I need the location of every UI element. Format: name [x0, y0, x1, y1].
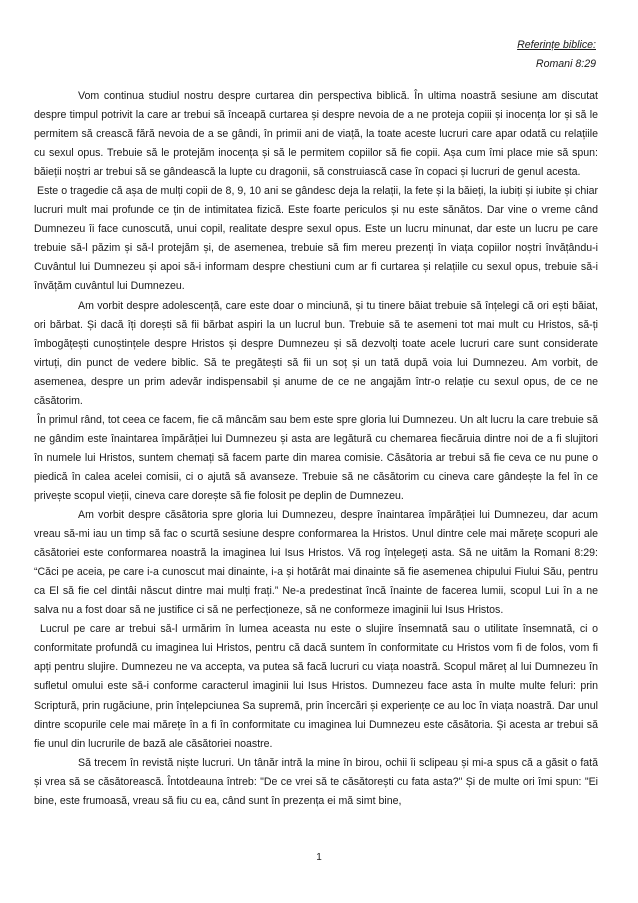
body-paragraph: Am vorbit despre căsătoria spre gloria lui Dumnezeu, despre înaintarea împărăției lui Dumnezeu, dar acum vreau să-mi iau un timp să fac o scurtă sesiune despre conformarea la Hristos. Unul dintre cele mai mărețe scopuri ale căsătoriei este conformarea noastră la imaginea lui Isus Hristos. Vă rog înțelegeți asta. Să ne uităm la Romani 8:29: “Căci pe aceia, pe care i-a cunoscut mai dinainte, i-a și hotărât mai dinainte să fie asemenea chipului Fiului Său, pentru ca El să fie cel dintâi născut dintre mai mulți frați.” Ne-a predestinat încă înainte de facerea lumii, scopul Lui în a ne salva nu a fost doar să ne justifice ci să ne perfecționeze, să ne conformeze imaginii lui Isus Hristos. — [34, 509, 598, 617]
reference-item: Romani 8:29 — [535, 58, 596, 70]
bible-references — [34, 36, 598, 74]
body-paragraph: Să trecem în revistă niște lucruri. Un tânăr intră la mine în birou, ochii îi sclipeau și mi-a spus că a găsit o fată și vrea să se căsătorească. Întotdeauna întreb: "De ce vrei să te căsătorești cu fata asta?" Și de multe ori îmi spun: "Ei bine, este frumoasă, vreau să fiu cu ea, când sunt în prezența ei mă simt bine, — [34, 756, 598, 807]
body-paragraph: În primul rând, tot ceea ce facem, fie că mâncăm sau bem este spre gloria lui Dumnezeu. Un alt lucru la care trebuie să ne gândim este înaintarea împărăției lui Dumnezeu și asta are legătură cu chemarea fiecăruia dintre noi de a fi slujitori în numele lui Hristos, suntem chemați să facem parte din marea comisie. Căsătoria ar trebui să fie ceva ce nu pune o piedică în calea acelei comisii, ci o ajută să avanseze. Trebuie să ne căsătorim cu cineva care gândește la fel în ce privește scopul vieții, cineva care dorește să fie folosit pe deplin de Dumnezeu. — [34, 413, 598, 502]
body-paragraph: Vom continua studiul nostru despre curtarea din perspectiva biblică. În ultima noastră sesiune am discutat despre timpul potrivit la care ar trebui să înceapă curtarea și despre nevoia de a ne proteja copiii și inocența lor și să le permitem să crească fără nevoia de a se gândi, în primii ani de viață, la toate aceste lucruri care apar odată cu relațiile cu sexul opus. Trebuie să le protejăm inocența și să le permitem copiilor să fie copii. Așa cum îmi place mie să spun: băieții noștri ar trebui să se gândească la lupte cu dragonii, să construiască case în copaci și lucruri de genul acesta. — [34, 90, 598, 179]
page-number: 1 — [316, 852, 322, 863]
body-paragraph: Am vorbit despre adolescență, care este doar o minciună, și tu tinere băiat trebuie să înțelegi că ori ești băiat, ori bărbat. Și dacă îți dorești să fii bărbat aspiri la un lucrul bun. Trebuie să te asemeni tot mai mult cu Hristos, să-ți îmbogățești cunoștințele despre Hristos și despre Dumnezeu și să dezvolți toate acele lucruri care sunt considerate virtuți, din punct de vedere biblic. Să te pregătești să fii un soț și un tată după voia lui Dumnezeu. Am vorbit, de asemenea, despre un prim adevăr indispensabil și anume de ce ne angajăm într-o relație cu sexul opus, de ce ne căsătorim. — [34, 299, 598, 407]
body-paragraph: Lucrul pe care ar trebui să-l urmărim în lumea aceasta nu este o slujire însemnată sau o utilitate însemnată, ci o conformitate profundă cu imaginea lui Hristos, pentru că dacă suntem în conformitate cu Hristos vom fi de folos, vom fi apți pentru slujire. Dumnezeu ne va accepta, va putea să facă lucruri cu viața noastră. Scopul măreț al lui Dumnezeu în sufletul omului este să-i conforme caracterul imaginii lui Isus Hristos. Dumnezeu face asta în multe multe feluri: prin Scriptură, prin rugăciune, prin înțelepciunea Sa supremă, prin încercări și experiențe ce au loc în viața noastră. Dar unul dintre scopurile cele mai mărețe în a fi în conformitate cu imaginea lui Dumnezeu este căsătoria. Și acesta ar trebui să fie unul din lucrurile de bază ale căsătoriei noastre. — [34, 623, 598, 750]
body-paragraph: Este o tragedie că așa de mulți copii de 8, 9, 10 ani se gândesc deja la relații, la fete și la băieți, la iubiți și iubite și chiar lucruri mult mai profunde ce țin de intimitatea fizică. Este foarte periculos și nu este sănătos. Dar vine o vreme când Dumnezeu îi face cunoscută, unui copil, realitate despre sexul opus. Este un lucru minunat, dar este un lucru pe care trebuie să-l păzim și să-l protejăm și, de asemenea, trebuie să fim mereu prezenți în viața copiilor noștri învățându-i Cuvântul lui Dumnezeu și apoi să-i informam despre chestiuni cum ar fi curtarea și relațiile cu sexul opus, trebuie să-i învățăm cuvântul lui Dumnezeu. — [34, 185, 598, 293]
references-heading: Referințe biblice: — [517, 39, 596, 51]
document-page — [34, 36, 598, 811]
